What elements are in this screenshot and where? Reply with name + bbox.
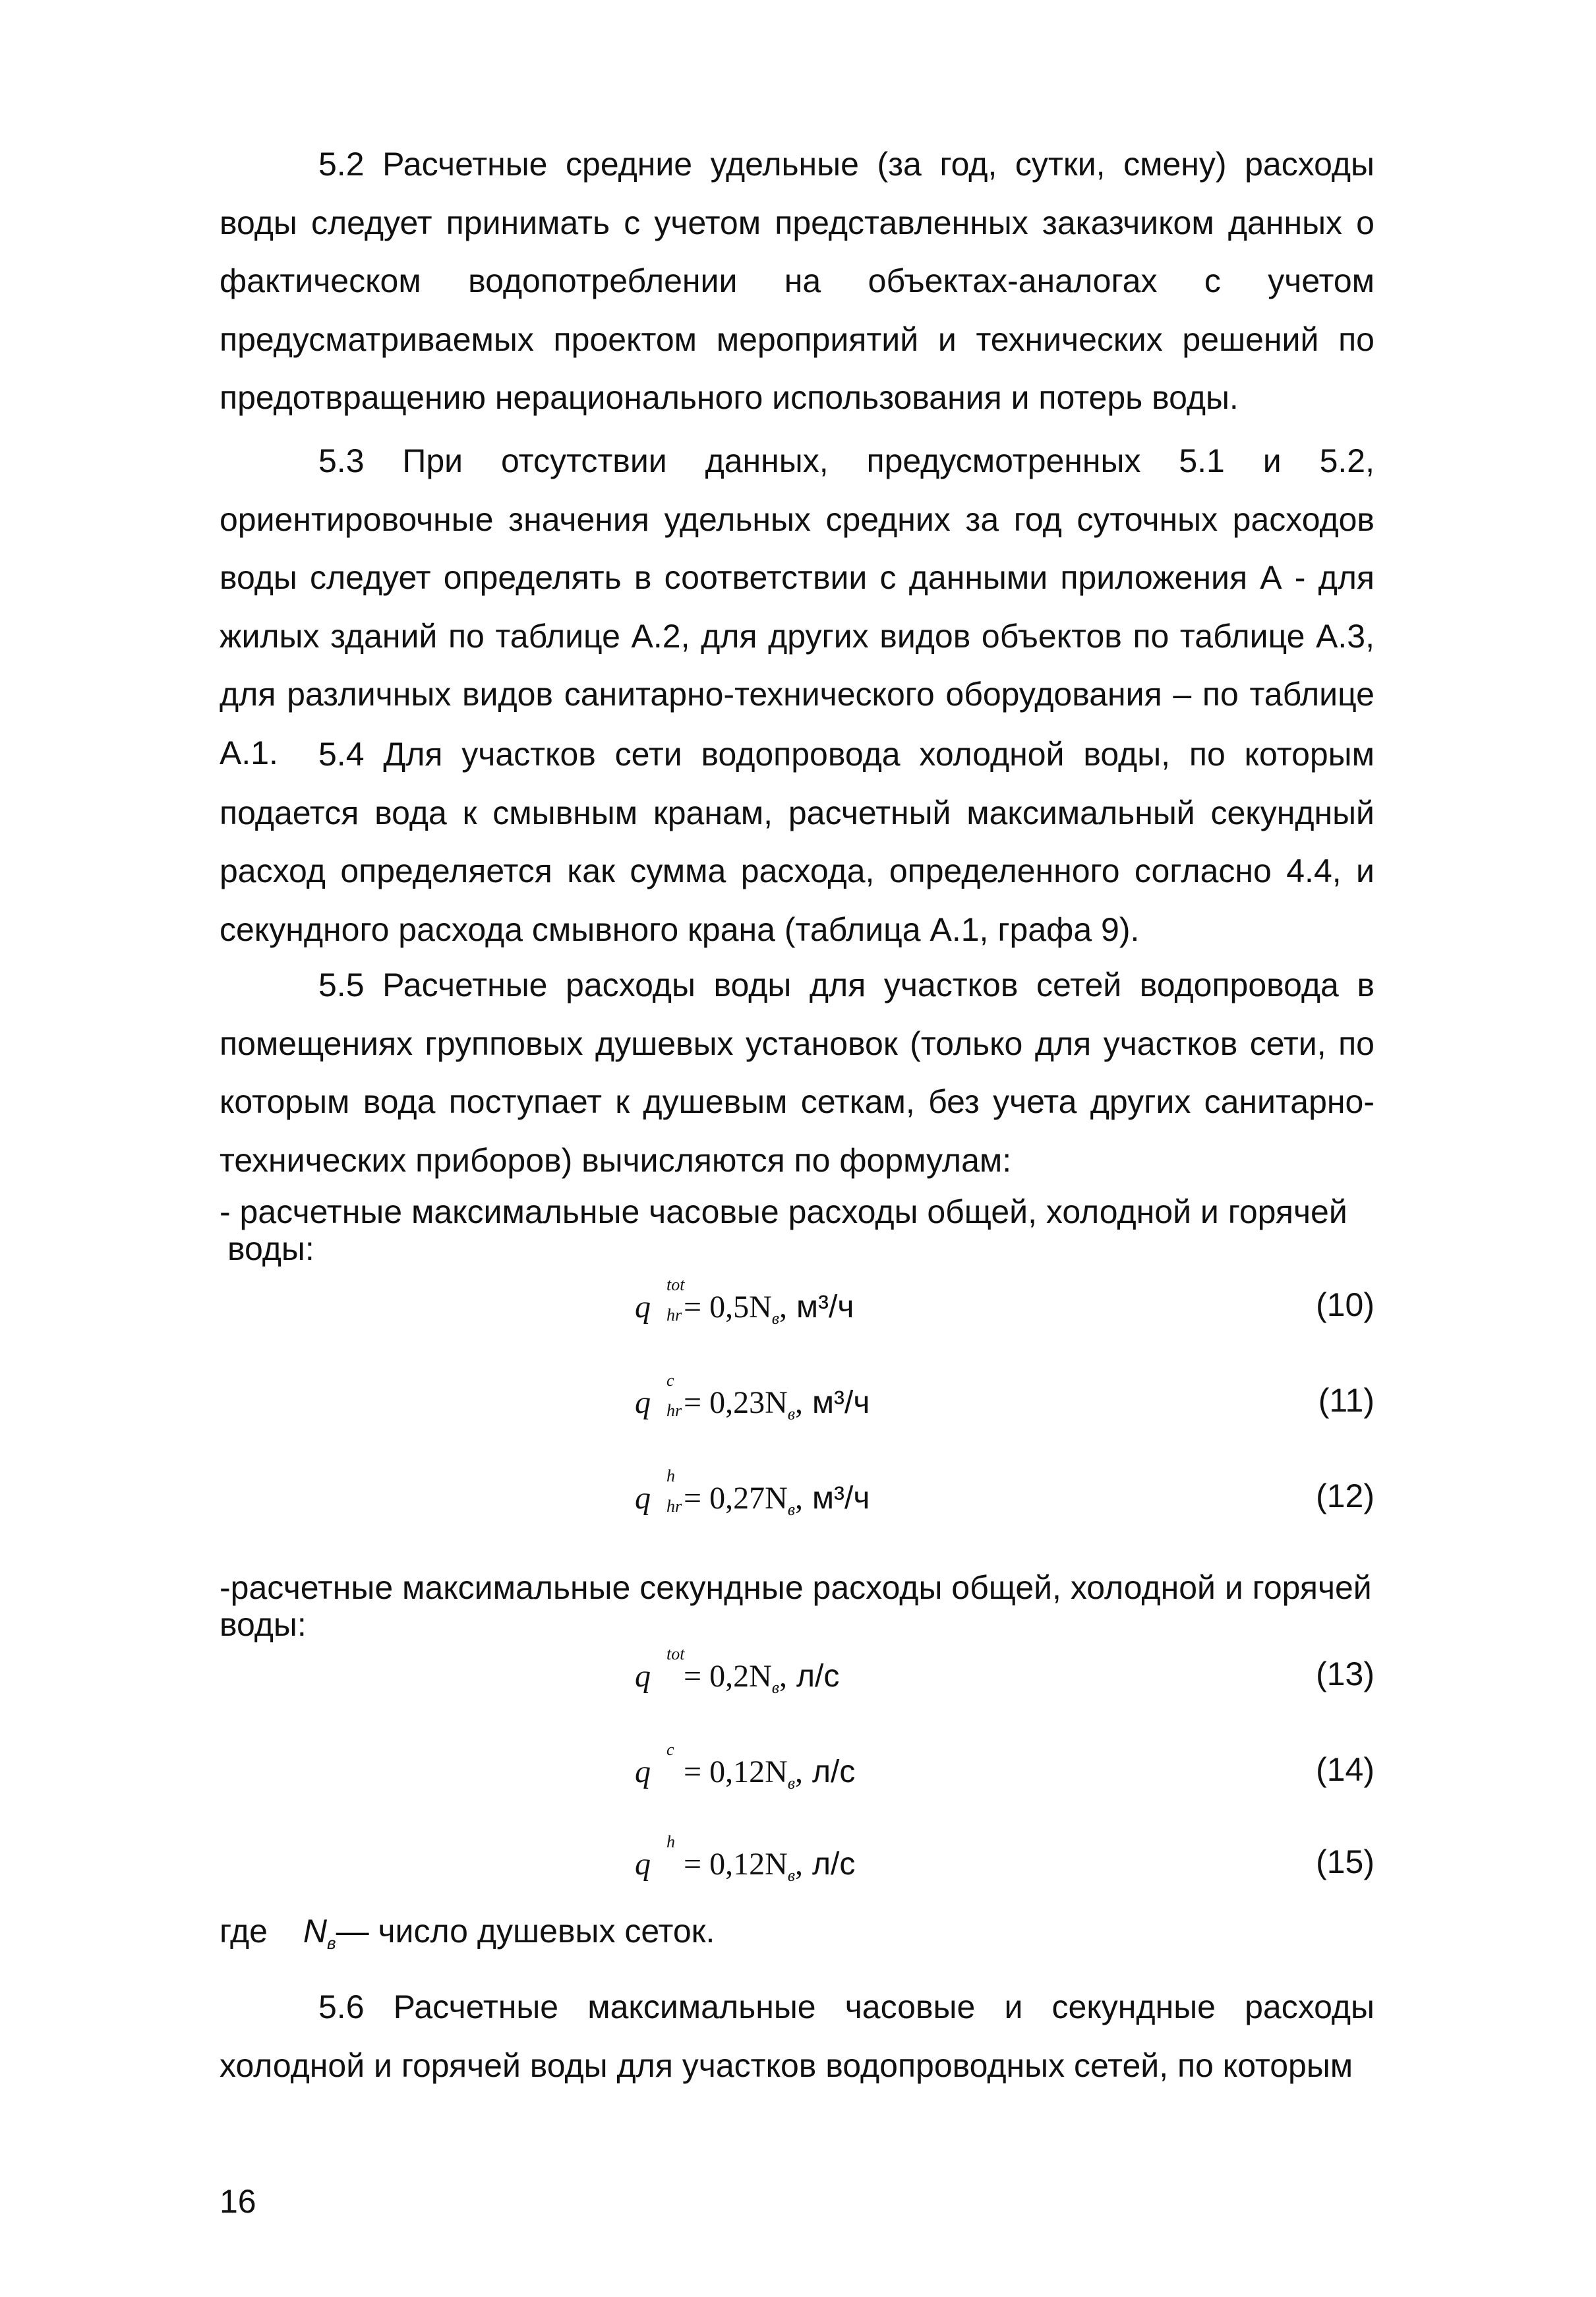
formula-expression: q c = $0,12N_в$, л/с	[635, 1740, 856, 1793]
formula-14	[220, 1740, 1374, 1797]
formula-n-sub: в	[771, 1309, 780, 1328]
formula-13	[220, 1644, 1374, 1701]
formula-n-sub: в	[787, 1404, 796, 1423]
formula-12	[220, 1466, 1374, 1523]
formula-11	[220, 1371, 1374, 1427]
formula-sup: tot	[666, 1275, 685, 1294]
formula-sup: h	[666, 1466, 675, 1485]
formula-number: (15)	[1316, 1843, 1374, 1880]
formula-sup: c	[666, 1371, 674, 1390]
where-symbol-sub: в	[327, 1933, 336, 1953]
where-text: — число душевых сеток.	[336, 1913, 715, 1950]
formula-rhs: = 0,12N	[684, 1754, 788, 1789]
formula-expression: q c hr = $0,23N_в$, м³/ч	[635, 1371, 870, 1423]
formula-unit: м³/ч	[812, 1385, 870, 1420]
paragraph-5-3: 5.3 При отсутствии данных, предусмотренных 5.1 и 5.2, ориентировочные значения удельных средних за год суточных расходов воды следует определять в соответствии с данными приложения А - для жилых зданий по таблице А.2, для других видов объектов по таблице А.3, для различных видов санитарно-технического оборудования – по таблице А.1.	[220, 442, 1374, 771]
formula-indices	[651, 1466, 684, 1516]
formula-indices	[651, 1371, 684, 1420]
formula-15	[220, 1832, 1374, 1889]
formula-sup: c	[666, 1740, 674, 1759]
formula-q: q	[635, 1481, 651, 1516]
formula-n-sub: в	[787, 1774, 796, 1793]
formula-expression: q h = $0,12N_в$, л/с	[635, 1832, 856, 1885]
formula-rhs: = 0,27N	[684, 1481, 788, 1516]
formula-rhs: = 0,23N	[684, 1385, 788, 1420]
formula-unit: л/с	[812, 1847, 856, 1882]
list-item-seconds-line2: воды:	[220, 1606, 307, 1643]
formula-q: q	[635, 1847, 651, 1882]
list-item-hourly-line1: - расчетные максимальные часовые расходы общей, холодной и горячей	[220, 1193, 1347, 1230]
paragraph-5-4: 5.4 Для участков сети водопровода холодной воды, по которым подается вода к смывным кранам, расчетный максимальный секундный расход определяется как сумма расхода, определенного согласно 4.4, и секундного расхода смывного крана (таблица А.1, графа 9).	[220, 736, 1374, 948]
formula-number: (11)	[1318, 1382, 1374, 1419]
formula-indices	[651, 1740, 684, 1782]
formula-n-sub: в	[787, 1866, 796, 1885]
where-word: где	[220, 1913, 268, 1950]
formula-expression: q tot = $0,2N_в$, л/с	[635, 1644, 840, 1697]
formula-expression: q tot hr = $0,5N_в$, м³/ч	[635, 1275, 854, 1328]
formula-sub: hr	[666, 1401, 682, 1420]
formula-sub: hr	[666, 1305, 682, 1325]
list-item-hourly-line2: воды:	[227, 1230, 314, 1267]
formula-number: (10)	[1316, 1286, 1374, 1323]
formula-sup: tot	[666, 1644, 685, 1663]
formula-sub: hr	[666, 1497, 682, 1516]
list-item-seconds	[220, 1569, 1386, 1643]
formula-number: (14)	[1316, 1751, 1374, 1788]
formula-unit: м³/ч	[796, 1290, 854, 1325]
paragraph-5-5: 5.5 Расчетные расходы воды для участков сетей водопровода в помещениях групповых душевых установок (только для участков сети, по которым вода поступает к душевым сеткам, без учета других санитарно-технических приборов) вычисляются по формулам:	[220, 967, 1374, 1179]
formula-number: (12)	[1316, 1477, 1374, 1514]
formula-sup: h	[666, 1832, 675, 1851]
where-definition	[220, 1912, 715, 1954]
list-item-seconds-line1: -расчетные максимальные секундные расходы общей, холодной и горячей	[220, 1569, 1372, 1606]
formula-unit: л/с	[812, 1754, 856, 1789]
paragraph-5-6: 5.6 Расчетные максимальные часовые и секундные расходы холодной и горячей воды для участков водопроводных сетей, по которым	[220, 1988, 1374, 2084]
formula-rhs: = 0,12N	[684, 1847, 788, 1882]
formula-indices	[651, 1832, 684, 1874]
where-symbol: N	[303, 1913, 327, 1950]
formula-indices	[651, 1644, 685, 1686]
formula-q: q	[635, 1385, 651, 1420]
formula-expression: q h hr = $0,27N_в$, м³/ч	[635, 1466, 870, 1519]
formula-q: q	[635, 1754, 651, 1789]
formula-unit: м³/ч	[812, 1481, 870, 1516]
formula-rhs: = 0,2N	[684, 1659, 772, 1694]
formula-n-sub: в	[787, 1500, 796, 1519]
formula-n-sub: в	[771, 1678, 780, 1697]
formula-q: q	[635, 1290, 651, 1325]
paragraph-5-2: 5.2 Расчетные средние удельные (за год, сутки, смену) расходы воды следует принимать с учетом представленных заказчиком данных о фактическом водопотреблении на объектах-аналогах с учетом предусматриваемых проектом мероприятий и технических решений по предотвращению нерационального использования и потерь воды.	[220, 146, 1374, 416]
formula-unit: л/с	[796, 1659, 840, 1694]
formula-indices	[651, 1275, 685, 1325]
formula-q: q	[635, 1659, 651, 1694]
page-number: 16	[220, 2183, 256, 2220]
formula-10	[220, 1275, 1374, 1332]
formula-rhs: = 0,5N	[684, 1290, 772, 1325]
list-item-hourly	[220, 1193, 1386, 1267]
formula-number: (13)	[1316, 1656, 1374, 1692]
